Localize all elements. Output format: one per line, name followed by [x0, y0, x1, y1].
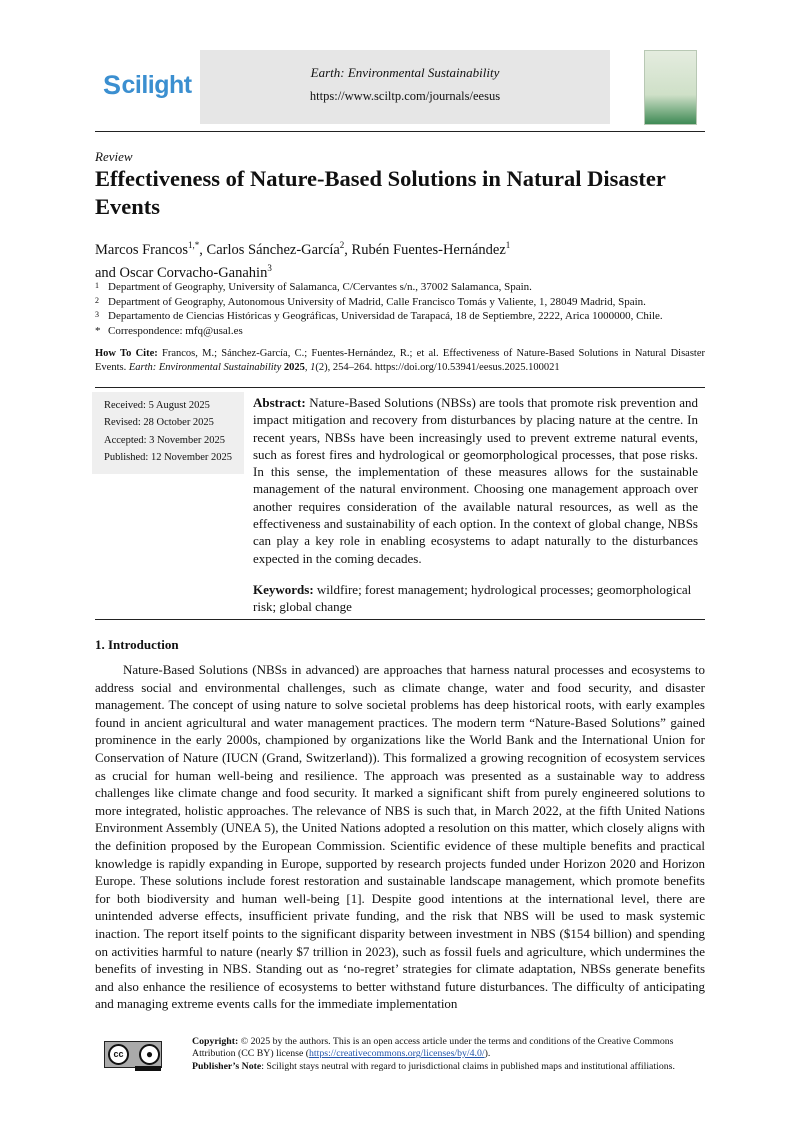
journal-header-box [200, 50, 610, 124]
article-dates [104, 397, 232, 466]
affiliation-item: 1 Department of Geography, University of Salamanca, C/Cervantes s/n., 37002 Salamanca, Spain. [95, 281, 532, 293]
scilight-logo [103, 70, 192, 101]
affiliation-item: 3 Departamento de Ciencias Históricas y Geográficas, Universidad de Tarapacá, 18 de Septiembre, 2222, Arica 1000000, Chile. [95, 310, 663, 323]
author-affiliation-mark: 2 [339, 240, 345, 250]
received-date: Received: 5 August 2025 [104, 400, 210, 411]
correspondence-item: * Correspondence: mfq@usal.es [95, 324, 243, 337]
copyright-label: Copyright: [192, 1036, 239, 1047]
cc-by-license-badge[interactable] [104, 1041, 162, 1068]
affiliation-item: 2 Department of Geography, Autonomous University of Madrid, Calle Francisco Tomás y Valiente, 1, 28049 Madrid, Spain. [95, 295, 646, 308]
keywords-text: wildfire; forest management; hydrological processes; geomorphological risk; global change [253, 582, 692, 614]
cite-journal: Earth: Environmental Sustainability [128, 361, 282, 373]
keywords-label: Keywords: [253, 582, 314, 597]
author-name: Marcos Francos [95, 241, 189, 258]
published-date: Published: 12 November 2025 [104, 451, 233, 463]
abstract-bottom-rule [95, 619, 705, 620]
scilight-logo-text: cilight [121, 71, 192, 99]
by-bar [135, 1066, 161, 1071]
cite-pages-doi[interactable]: (2), 254–264. https://doi.org/10.53941/eesus.2025.100021 [315, 361, 560, 373]
keywords [253, 581, 698, 615]
abstract-label: Abstract: [253, 395, 306, 410]
publisher-note-text: : Scilight stays neutral with regard to jurisdictional claims in published maps and institutional affiliations. [261, 1060, 675, 1072]
copyright-notice: Copyright: © 2025 by the authors. This is an open access article under the terms and conditions of the Creative Commons Attribution (CC BY) license (https://creativecommons.org/licenses/by/4.0/). Publisher’s Note: Scilight stays neutral with regard to jurisdictional claims in published maps and institutional affiliations. [192, 1036, 675, 1072]
section-heading-introduction: 1. Introduction [95, 637, 179, 652]
journal-url[interactable]: https://www.sciltp.com/journals/eesus [309, 89, 501, 103]
revised-date: Revised: 28 October 2025 [104, 417, 214, 429]
affiliations [95, 280, 715, 338]
abstract [253, 394, 698, 567]
scilight-s-mark-icon: S [103, 70, 121, 100]
header-divider [95, 131, 705, 132]
author-affiliation-mark: 1,* [188, 240, 200, 250]
cite-volume: 1 [310, 361, 316, 373]
abstract-text: Nature-Based Solutions (NBSs) are tools that promote risk prevention and impact mitigation and recovery from disturbances by placing nature at the centre. In recent years, NBSs have been increasingly used to prevent extreme natural events, such as forest fires and hydrological or geomorphological processes, that pose risks. In this sense, the implementation of these measures allows for the sustainable management of the natural environment. Choosing one management approach over another requires consideration of the available natural resources, as well as the effectiveness and sustainability of each option. In the context of global change, NBSs can play a key role in enabling ecosystems to adapt naturally to the disturbances expected in the coming decades. [253, 395, 698, 566]
author-name: Carlos Sánchez-García [206, 241, 340, 258]
article-type: Review [95, 149, 133, 164]
journal-cover-image [644, 50, 697, 125]
author-name: Rubén Fuentes-Hernández [351, 241, 506, 258]
cite-year: 2025 [283, 361, 305, 373]
accepted-date: Accepted: 3 November 2025 [104, 434, 226, 446]
creative-commons-icon: cc [108, 1044, 129, 1065]
how-to-cite: How To Cite: Francos, M.; Sánchez-García, C.; Fuentes-Hernández, R.; et al. Effectiveness of Nature-Based Solutions in Natural Disaster Events. Earth: Environmental Sustainability 2025, 1(2), 254–264. https://doi.org/10.53941/eesus.2025.100021 [95, 348, 705, 373]
introduction-paragraph: Nature-Based Solutions (NBSs in advanced) are approaches that harness natural processes and ecosystems to address social and environmental challenges, such as climate change, water and food security, and disaster management. The concept of using nature to solve societal problems has deep historical roots, with early examples found in ancient agricultural and water management practices. The modern term “Nature-Based Solutions” gained prominence in the early 2000s, championed by organizations like the World Bank and the International Union for Conservation of Nature (IUCN (Grand, Switzerland)). This formalized a growing recognition of ecosystem services as crucial for human well-being and resilience. The approach was presented as a sustainable way to address challenges like climate change and food security. It marked a significant shift from purely engineered solutions to more integrated, holistic approaches. The relevance of NBS is such that, in March 2022, at the fifth United Nations Environment Assembly (UNEA 5), the United Nations adopted a resolution on this matter, which closely aligns with the definition proposed by the European Commission. Scientific evidence of these multiple benefits and practical knowledge is rapidly expanding in Europe, supported by research projects funded under Horizon 2020 and Horizon Europe. These solutions include forest restoration and sustainable landscape management, which promote benefits for both biodiversity and human well-being [1]. Despite good intentions at the international level, there are unintended adverse effects, insufficient private funding, and the risk that NBS will be used to mask systemic inaction. The report itself points to the significant disparity between investment in NBS ($154 billion) and spending on activities harmful to nature (nearly $7 trillion in 2023), such as fossil fuels and agriculture, which undermines the benefits of investing in NBS. Standing out as ‘no-regret’ strategies for climate adaptation, NBSs generate benefits and also enhance the resilience of ecosystems to better withstand future disturbances. The difficulty of anticipating and managing extreme events calls for the immediate implementation [95, 662, 705, 1012]
publisher-note-label: Publisher’s Note [192, 1060, 262, 1072]
how-to-cite-label: How To Cite: [95, 348, 158, 359]
author-affiliation-mark: 3 [267, 262, 272, 273]
license-link[interactable]: https://creativecommons.org/licenses/by/4.0/ [309, 1048, 485, 1060]
author-affiliation-mark: 1 [505, 240, 511, 250]
author-name: and Oscar Corvacho-Ganahin [95, 264, 268, 281]
abstract-top-rule [95, 387, 705, 388]
journal-name: Earth: Environmental Sustainability [310, 65, 500, 80]
article-title: Effectiveness of Nature-Based Solutions in Natural Disaster Events [95, 166, 666, 219]
attribution-person-icon: ● [139, 1044, 160, 1065]
author-list: Marcos Francos$^{1,*}$, Carlos Sánchez-García$^2$, Rubén Fuentes-Hernández$^1$ and Oscar Corvacho-Ganahin$^3$ [95, 240, 511, 281]
